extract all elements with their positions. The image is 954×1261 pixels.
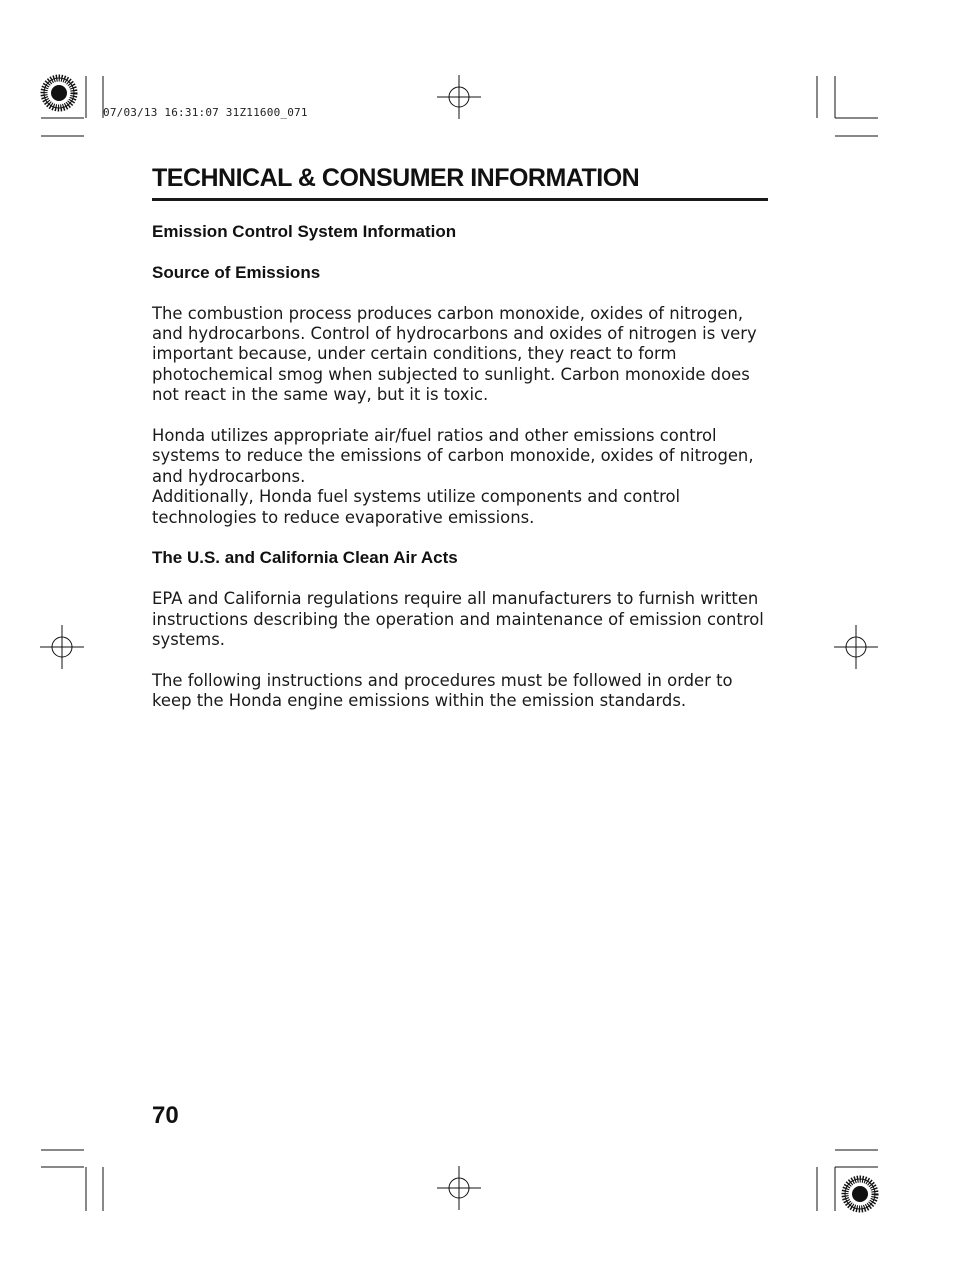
paragraph-combustion: The combustion process produces carbon monoxide, oxides of nitrogen, and hydrocarbons. Control of hydrocarbons and oxides of nitrogen is very important because, under certain conditions, they react to form photochemical smog when subjected to sunlight. Carbon monoxide does not react in the same way, but it is toxic. [152,303,757,405]
title-rule [152,198,768,201]
heading-clean-air-acts: The U.S. and California Clean Air Acts [152,548,458,568]
print-timestamp: 07/03/13 16:31:07 31Z11600_071 [103,106,308,119]
starburst-icon-bottom-right [845,1179,875,1209]
paragraph-air-fuel-ratios: Honda utilizes appropriate air/fuel ratios and other emissions control systems to reduce the emissions of carbon monoxide, oxides of nitrogen, and hydrocarbons. [152,426,754,486]
starburst-icon-top-left [44,78,74,108]
page-number: 70 [152,1102,179,1129]
paragraph-evaporative: Additionally, Honda fuel systems utilize components and control technologies to reduce evaporative emissions. [152,487,681,527]
paragraph-regulations: EPA and California regulations require all manufacturers to furnish written instructions describing the operation and maintenance of emission control systems. [152,589,764,650]
paragraph-instructions: The following instructions and procedures must be followed in order to keep the Honda engine emissions within the emission standards. [152,670,733,711]
body-content [152,222,772,712]
heading-source-of-emissions: Source of Emissions [152,262,321,282]
section-title: TECHNICAL & CONSUMER INFORMATION [152,164,640,192]
heading-emission-control: Emission Control System Information [152,222,457,241]
